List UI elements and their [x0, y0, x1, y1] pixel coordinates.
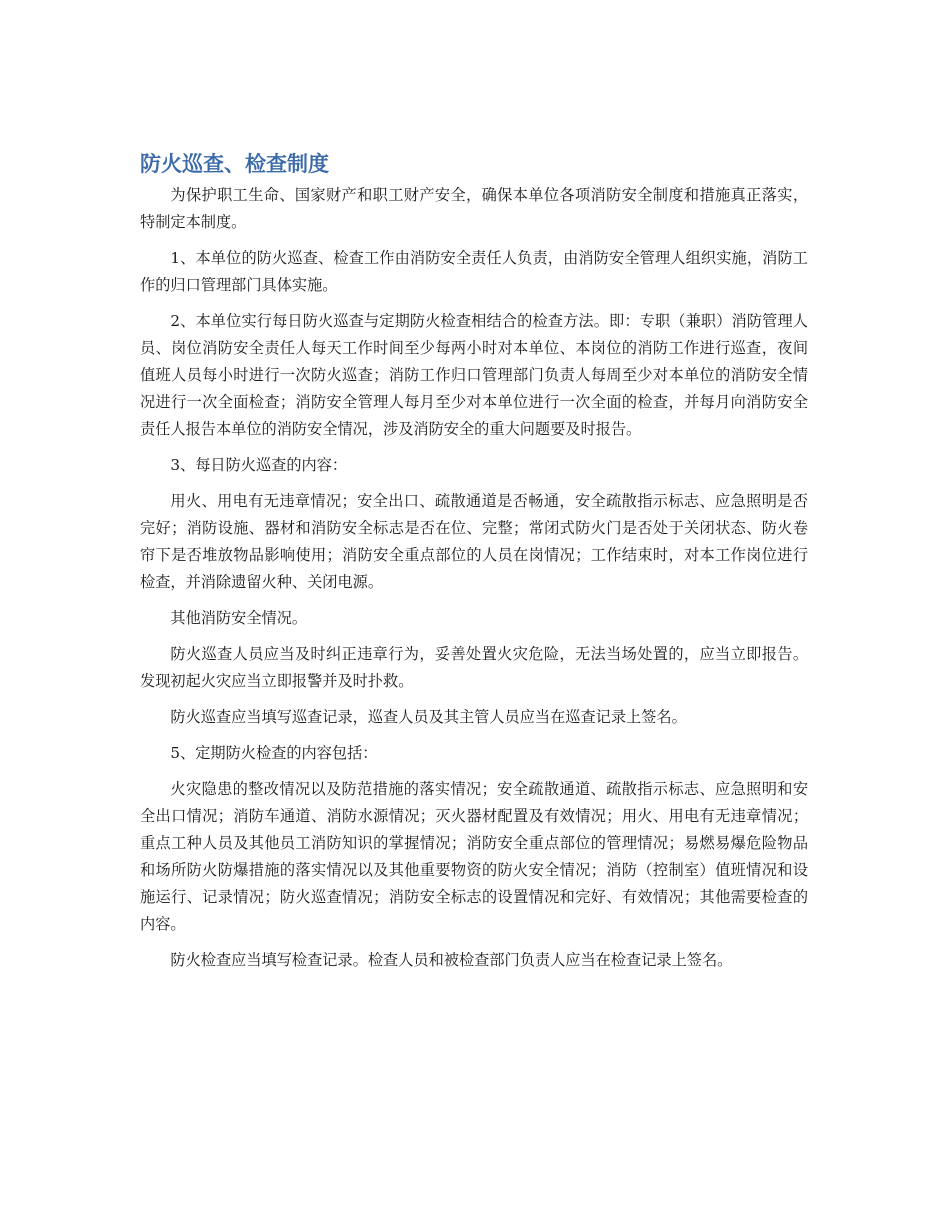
paragraph-daily-patrol-content: 用火、用电有无违章情况；安全出口、疏散通道是否畅通，安全疏散指示标志、应急照明是否完好；消防设施、器材和消防安全标志是否在位、完整；常闭式防火门是否处于关闭状态、防火卷帘下是否堆放物品影响使用；消防安全重点部位的人员在岗情况；工作结束时，对本工作岗位进行检查，并消除遗留火种、关闭电源。	[140, 492, 808, 591]
paragraph-item-2: 2、本单位实行每日防火巡查与定期防火检查相结合的检查方法。即：专职（兼职）消防管理人员、岗位消防安全责任人每天工作时间至少每两小时对本单位、本岗位的消防工作进行巡查，夜间值班人员每小时进行一次防火巡查；消防工作归口管理部门负责人每周至少对本单位的消防安全情况进行一次全面检查；消防安全管理人每月至少对本单位进行一次全面的检查，并每月向消防安全责任人报告本单位的消防安全情况，涉及消防安全的重大问题要及时报告。	[140, 312, 808, 438]
paragraph-item-5-heading: 5、定期防火检查的内容包括：	[170, 744, 378, 762]
paragraph-patrol-handling: 防火巡查人员应当及时纠正违章行为，妥善处置火灾危险，无法当场处置的，应当立即报告。发现初起火灾应当立即报警并及时扑救。	[140, 645, 808, 690]
paragraph-item-3-heading: 3、每日防火巡查的内容：	[170, 456, 348, 474]
document-body	[140, 148, 808, 983]
paragraph-item-1: 1、本单位的防火巡查、检查工作由消防安全责任人负责，由消防安全管理人组织实施，消防工作的归口管理部门具体实施。	[140, 249, 808, 294]
paragraph-other-safety: 其他消防安全情况。	[170, 609, 308, 627]
paragraph-patrol-record: 防火巡查应当填写巡查记录，巡查人员及其主管人员应当在巡查记录上签名。	[170, 708, 687, 726]
paragraph-inspection-record: 防火检查应当填写检查记录。检查人员和被检查部门负责人应当在检查记录上签名。	[170, 951, 733, 969]
paragraph-intro: 为保护职工生命、国家财产和职工财产安全，确保本单位各项消防安全制度和措施真正落实，特制定本制度。	[140, 186, 808, 231]
paragraph-inspection-content: 火灾隐患的整改情况以及防范措施的落实情况；安全疏散通道、疏散指示标志、应急照明和安全出口情况；消防车通道、消防水源情况；灭火器材配置及有效情况；用火、用电有无违章情况；重点工种人员及其他员工消防知识的掌握情况；消防安全重点部位的管理情况；易燃易爆危险物品和场所防火防爆措施的落实情况以及其他重要物资的防火安全情况；消防（控制室）值班情况和设施运行、记录情况；防火巡查情况；消防安全标志的设置情况和完好、有效情况；其他需要检查的内容。	[140, 780, 808, 933]
document-title: 防火巡查、检查制度	[140, 152, 329, 176]
